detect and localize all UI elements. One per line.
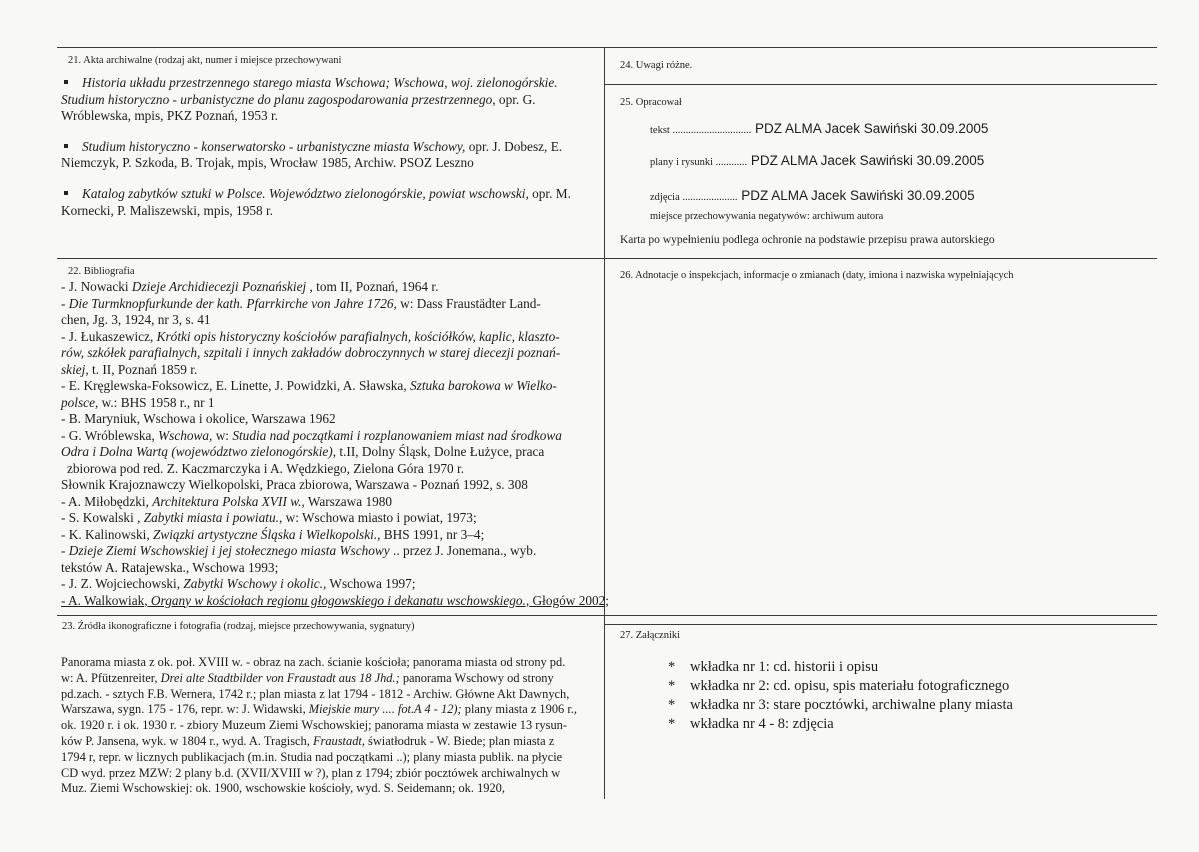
author-row-photos: zdjęcia ..................... PDZ ALMA Jacek Sawiński 30.09.2005: [650, 188, 975, 203]
rule-26-27: [605, 624, 1157, 625]
asterisk-icon: *: [668, 678, 676, 694]
iconography-line: ok. 1920 r. i ok. 1930 r. - zbiory Muzeum Ziemi Wschowskiej; panorama miasta w zestawie 13 rysun-: [61, 718, 567, 733]
archive-item-details: opr. J. Dobesz, E. Niemczyk, P. Szkoda, B. Trojak, mpis, Wrocław 1985, Archiw. PSOZ Leszno: [61, 138, 563, 171]
section-21-label: 21. Akta archiwalne (rodzaj akt, numer i miejsce przechowywani: [68, 55, 342, 66]
archive-item: [61, 75, 597, 125]
attachment-item: * wkładka nr 3: stare pocztówki, archiwalne plany miasta: [668, 697, 1013, 713]
bibliography-line: Słownik Krajoznawczy Wielkopolski, Praca zbiorowa, Warszawa - Poznań 1992, s. 308: [61, 477, 528, 492]
archive-item-title: Studium historyczno - konserwatorsko - urbanistyczne miasta Wschowy,: [82, 138, 466, 154]
bibliography-line: Odra i Dolna Wartą (województwo zielonogórskie), t.II, Dolny Śląsk, Dolne Łużyce, praca: [61, 444, 545, 459]
attachments-list: [668, 658, 1013, 734]
attachment-item: * wkładka nr 4 - 8: zdjęcia: [668, 716, 834, 732]
bibliography-line: - A. Miłobędzki, Architektura Polska XVII w., Warszawa 1980: [61, 493, 393, 509]
iconography-line: Panorama miasta z ok. poł. XVIII w. - obraz na zach. ścianie kościoła; panorama miasta od strony pd.: [61, 655, 566, 669]
bibliography-line: - J. Nowacki Dzieje Archidiecezji Poznańskiej , tom II, Poznań, 1964 r.: [61, 279, 439, 294]
bibliography-line: - J. Z. Wojciechowski, Zabytki Wschowy i okolic., Wschowa 1997;: [61, 576, 416, 591]
archive-item-details: opr. M. Kornecki, P. Maliszewski, mpis, 1958 r.: [61, 185, 571, 218]
archive-item: [61, 186, 597, 219]
section-26-label: 26. Adnotacje o inspekcjach, informacje o zmianach (daty, imiona i nazwiska wypełniających: [620, 270, 1014, 281]
bibliography-line: skiej, t. II, Poznań 1859 r.: [61, 361, 198, 377]
rule-24-25: [605, 84, 1157, 85]
negatives-location: miejsce przechowywania negatywów: archiwum autora: [650, 211, 884, 222]
bibliography-line: chen, Jg. 3, 1924, nr 3, s. 41: [61, 312, 211, 327]
iconography-line: ków P. Jansena, wyk. w 1804 r., wyd. A. Tragisch, Fraustadt, światłodruk - W. Biede; plan miasta z: [61, 733, 555, 748]
asterisk-icon: *: [668, 697, 676, 713]
rule-22-23: [57, 615, 1157, 616]
bibliography-line: zbiorowa pod red. Z. Kaczmarczyka i A. Wędzkiego, Zielona Góra 1970 r.: [67, 460, 465, 476]
author-row-drawings: plany i rysunki ............ PDZ ALMA Jacek Sawiński 30.09.2005: [650, 153, 985, 168]
asterisk-icon: *: [668, 716, 676, 732]
iconography-line: Warszawa, sygn. 175 - 176, repr. w: J. Widawski, Miejskie mury .... fot.A 4 - 12); plany miasta z 1906 r.,: [61, 702, 577, 717]
attachment-item: * wkładka nr 1: cd. historii i opisu: [668, 659, 879, 675]
bibliography-line: rów, szkółek parafialnych, szpitali i innych zakładów dobroczynnych w starej diecezji poznań-: [61, 345, 561, 360]
asterisk-icon: *: [668, 659, 676, 675]
bibliography-line: - J. Łukaszewicz, Krótki opis historyczny kościołów parafialnych, kościółków, kaplic, klaszto-: [61, 328, 560, 344]
column-divider: [604, 47, 605, 799]
archive-item-title: Historia układu przestrzennego starego miasta Wschowa; Wschowa, woj. zielonogórskie. Studium historyczno - urbanistyczne do planu zagospodarowania przestrzennego,: [61, 75, 558, 107]
iconography-line: CD wyd. przez MZW: 2 plany b.d. (XVII/XVIII w ?), plan z 1794; zbiór pocztówek archiwalnych w: [61, 765, 561, 780]
bibliography-line: - G. Wróblewska, Wschowa, w: Studia nad początkami i rozplanowaniem miast nad środkowa: [61, 427, 562, 443]
bibliography-line: - Die Turmknopfurkunde der kath. Pfarrkirche von Jahre 1726, w: Dass Fraustädter Land-: [61, 295, 541, 311]
section-27-label: 27. Załączniki: [620, 630, 681, 641]
bibliography-line: - A. Walkowiak, Organy w kościołach regionu głogowskiego i dekanatu wschowskiego., Głogów 2002;: [61, 592, 609, 608]
section-21-content: [61, 75, 597, 227]
bullet-icon: [64, 191, 68, 195]
copyright-note: Karta po wypełnieniu podlega ochronie na podstawie przepisu prawa autorskiego: [620, 234, 995, 246]
archive-item-details: opr. G. Wróblewska, mpis, PKZ Poznań, 1953 r.: [61, 91, 536, 124]
iconography-line: 1794 r, repr. w licznych publikacjach (m.in. Studia nad początkami ..); plany miasta publik. na płycie: [61, 749, 563, 764]
section-24-label: 24. Uwagi różne.: [620, 60, 693, 71]
author-row-text: tekst .............................. PDZ ALMA Jacek Sawiński 30.09.2005: [650, 121, 989, 136]
iconography-text: [61, 655, 601, 797]
iconography-line: w: A. Pfützenreiter, Drei alte Stadtbilder von Fraustadt aus 18 Jhd.; panorama Wschowy od strony: [61, 670, 554, 685]
top-rule: [57, 47, 1157, 48]
bibliography-line: polsce, w.: BHS 1958 r., nr 1: [61, 394, 215, 410]
bibliography-line: - B. Maryniuk, Wschowa i okolice, Warszawa 1962: [61, 411, 336, 426]
bullet-icon: [64, 80, 68, 84]
section-25-label: 25. Opracował: [620, 97, 682, 108]
section-22-label: 22. Bibliografia: [68, 266, 135, 277]
bibliography-line: - E. Kręglewska-Foksowicz, E. Linette, J. Powidzki, A. Sławska, Sztuka barokowa w Wielko-: [61, 378, 557, 393]
bibliography-line: - K. Kalinowski, Związki artystyczne Śląska i Wielkopolski., BHS 1991, nr 3–4;: [61, 526, 485, 542]
section-23-label: 23. Źródła ikonograficzne i fotografia (rodzaj, miejsce przechowywania, sygnatury): [62, 621, 415, 632]
rule-21-22: [57, 258, 1157, 259]
bibliography-line: - Dzieje Ziemi Wschowskiej i jej stołecznego miasta Wschowy .. przez J. Jonemana., wyb.: [61, 543, 537, 558]
iconography-line: Muz. Ziemi Wschowskiej: ok. 1900, wschowskie kościoły, wyd. S. Seidemann; ok. 1920,: [61, 781, 505, 796]
bibliography-line: tekstów A. Ratajewska., Wschowa 1993;: [61, 559, 279, 575]
archive-item-title: Katalog zabytków sztuki w Polsce. Województwo zielonogórskie, powiat wschowski,: [82, 185, 529, 201]
bibliography-line: - S. Kowalski , Zabytki miasta i powiatu., w: Wschowa miasto i powiat, 1973;: [61, 510, 477, 525]
iconography-line: pd.zach. - sztych F.B. Wernera, 1742 r.; plan miasta z lat 1794 - 1812 - Archiw. Główne Akt Dawnych,: [61, 686, 570, 701]
bullet-icon: [64, 144, 68, 148]
bibliography-list: [61, 279, 609, 609]
attachment-item: * wkładka nr 2: cd. opisu, spis materiału fotograficznego: [668, 678, 1010, 694]
archive-item: [61, 139, 597, 172]
